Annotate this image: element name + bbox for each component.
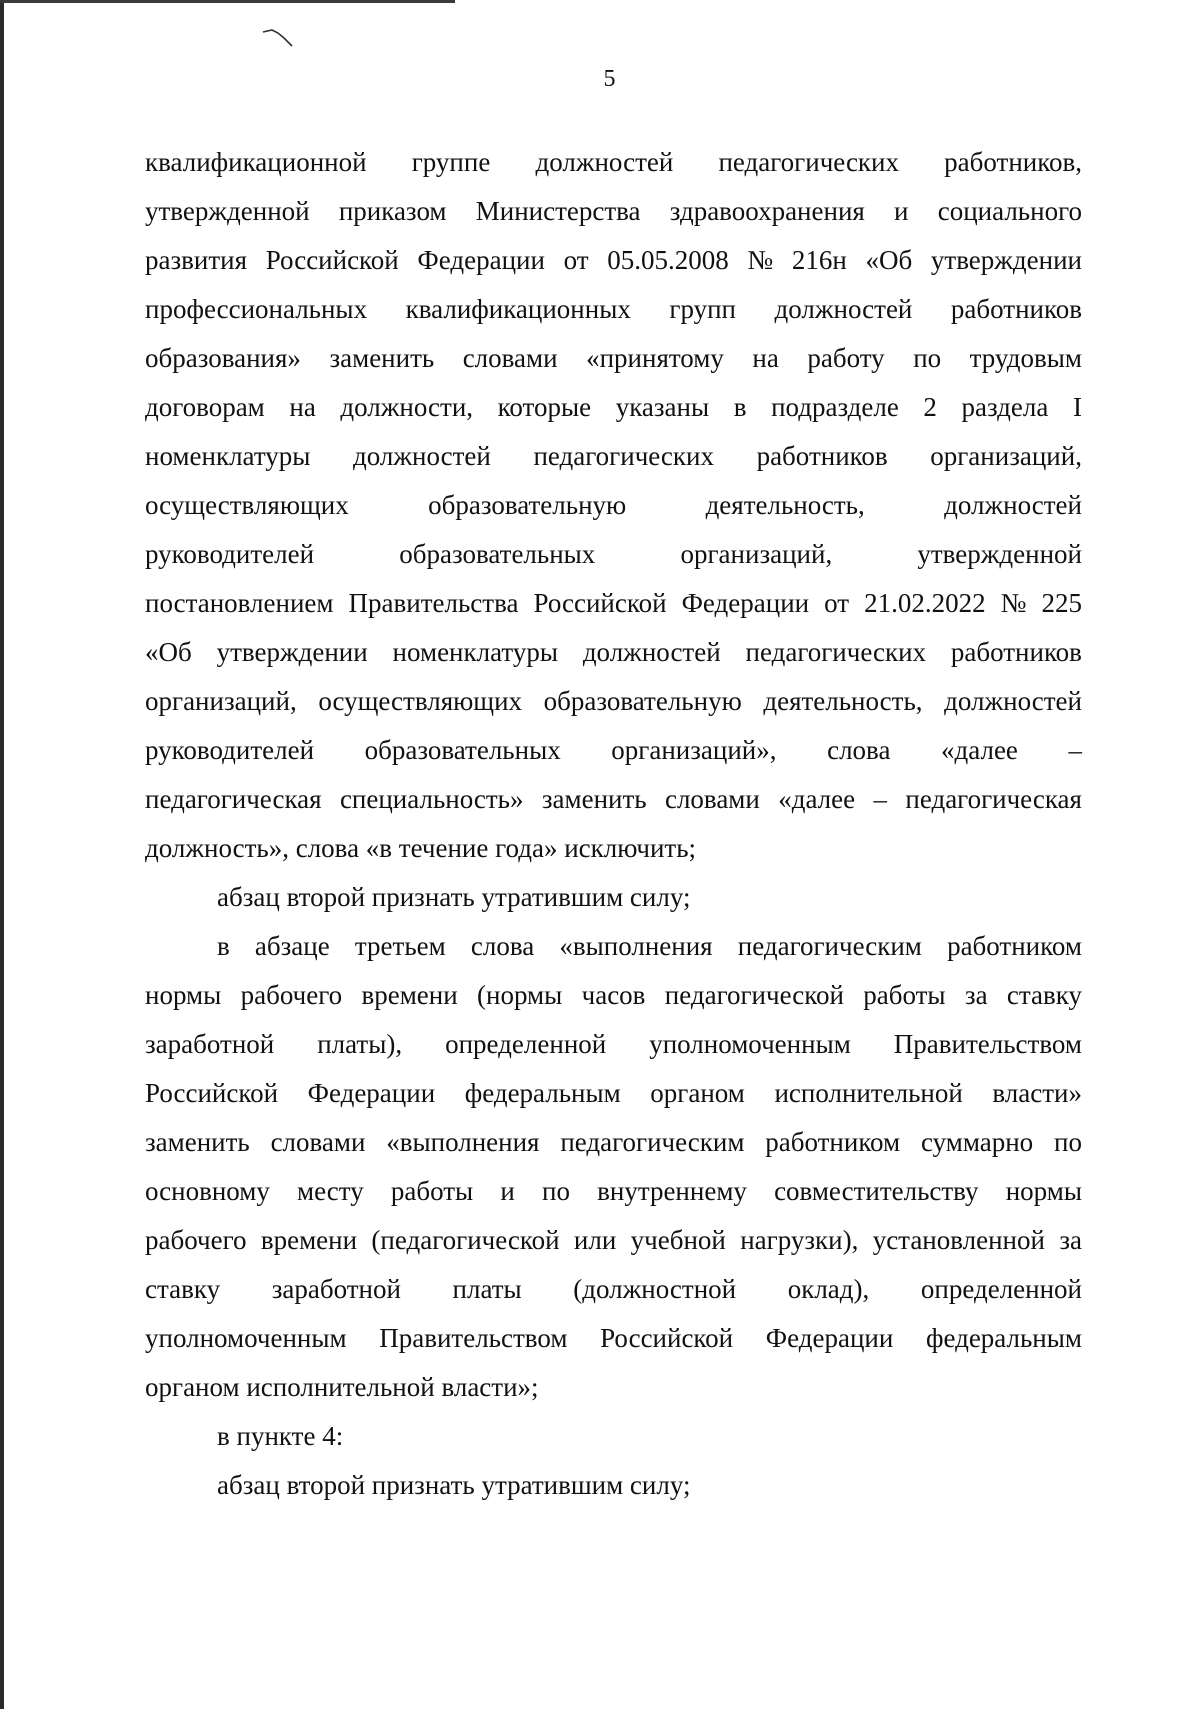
word: третьем — [354, 931, 446, 961]
word: педагогическая — [905, 784, 1082, 814]
word: заменить — [541, 784, 647, 814]
word: времени — [260, 1225, 358, 1255]
word: должности, — [340, 392, 474, 422]
word: по — [542, 1176, 570, 1206]
word: по — [913, 343, 942, 373]
text-line — [145, 775, 1082, 824]
word: «Об — [865, 245, 913, 275]
word: утверждении — [216, 637, 368, 667]
text-line: в пункте 4: — [217, 1421, 344, 1451]
word: трудовым — [969, 343, 1082, 373]
text-line — [145, 334, 1082, 383]
word: власти» — [992, 1078, 1082, 1108]
word: 216н — [791, 245, 847, 275]
word: Правительства — [348, 588, 519, 618]
word: социального — [937, 196, 1082, 226]
word: которые — [497, 392, 592, 422]
word: работником — [765, 1127, 901, 1157]
word: слова — [470, 931, 535, 961]
word: часов — [581, 980, 646, 1010]
text-line — [145, 1069, 1082, 1118]
word: педагогическая — [145, 784, 322, 814]
word: деятельность, — [763, 686, 923, 716]
word: профессиональных — [145, 294, 368, 324]
word: организаций, — [930, 441, 1082, 471]
word: 2 — [923, 392, 937, 422]
text-line — [145, 138, 1082, 187]
word: словами — [664, 784, 760, 814]
word: образования» — [145, 343, 301, 373]
text-line — [145, 383, 1082, 432]
word: нормы — [1005, 1176, 1082, 1206]
word: словами — [270, 1127, 366, 1157]
word: работу — [807, 343, 885, 373]
word: педагогических — [745, 637, 927, 667]
word: Российской — [533, 588, 667, 618]
word: суммарно — [920, 1127, 1034, 1157]
word: осуществляющих — [145, 490, 349, 520]
word: исполнительной — [774, 1078, 963, 1108]
word: должностей — [535, 147, 674, 177]
word: организаций», — [611, 735, 777, 765]
page-number: 5 — [603, 66, 616, 92]
text-line — [145, 530, 1082, 579]
text-line — [145, 1118, 1082, 1167]
word: «принятому — [586, 343, 724, 373]
word: должностей — [774, 294, 913, 324]
word: образовательную — [543, 686, 742, 716]
word: номенклатуры — [392, 637, 558, 667]
text-line — [145, 677, 1082, 726]
word: 225 — [1041, 588, 1082, 618]
word: должностей — [582, 637, 721, 667]
word: работников — [756, 441, 888, 471]
scan-edge-left — [0, 0, 4, 1709]
word: работников, — [944, 147, 1082, 177]
word: на — [752, 343, 779, 373]
word: нагрузки), — [740, 1225, 859, 1255]
word: месту — [297, 1176, 364, 1206]
word: заработной — [271, 1274, 401, 1304]
word: за — [1059, 1225, 1082, 1255]
word: и — [500, 1176, 515, 1206]
word: педагогических — [718, 147, 899, 177]
scan-edge-top — [0, 0, 455, 3]
word: указаны — [615, 392, 710, 422]
word: от — [824, 588, 850, 618]
word: 05.05.2008 — [607, 245, 729, 275]
text-line — [145, 285, 1082, 334]
word: определенной — [445, 1029, 607, 1059]
word: заработной — [145, 1029, 275, 1059]
word: Федерации — [307, 1078, 436, 1108]
word: – — [873, 784, 887, 814]
text-line — [145, 1020, 1082, 1069]
word: № — [747, 245, 774, 275]
word: раздела — [961, 392, 1049, 422]
word: времени — [361, 980, 458, 1010]
word: уполномоченным — [649, 1029, 851, 1059]
word: органом — [650, 1078, 745, 1108]
text-line: органом исполнительной власти»; — [145, 1372, 539, 1402]
word: работников — [950, 294, 1082, 324]
word: организаций, — [680, 539, 833, 569]
word: по — [1054, 1127, 1082, 1157]
word: (нормы — [477, 980, 563, 1010]
word: номенклатуры — [145, 441, 311, 471]
word: Российской — [145, 1078, 279, 1108]
word: рабочего — [240, 980, 343, 1010]
word: Министерства — [475, 196, 641, 226]
word: групп — [669, 294, 736, 324]
word: педагогической — [664, 980, 844, 1010]
word: рабочего — [145, 1225, 247, 1255]
word: или — [573, 1225, 617, 1255]
word: руководителей — [145, 735, 315, 765]
word: и — [894, 196, 909, 226]
text-line — [145, 628, 1082, 677]
word: здравоохранения — [669, 196, 865, 226]
word: установленной — [872, 1225, 1045, 1255]
word: (педагогической — [371, 1225, 560, 1255]
word: руководителей — [145, 539, 315, 569]
word: уполномоченным — [145, 1323, 347, 1353]
word: оклад), — [787, 1274, 870, 1304]
text-line: абзац второй признать утратившим силу; — [217, 882, 691, 912]
word: утвержденной — [917, 539, 1082, 569]
text-line — [145, 236, 1082, 285]
word: заменить — [329, 343, 435, 373]
word: федеральным — [464, 1078, 621, 1108]
word: федеральным — [925, 1323, 1082, 1353]
word: осуществляющих — [318, 686, 523, 716]
text-line — [145, 1216, 1082, 1265]
word: педагогическим — [737, 931, 922, 961]
word: договорам — [145, 392, 265, 422]
word: «далее — [778, 784, 856, 814]
word: подразделе — [771, 392, 899, 422]
text-line — [145, 1265, 1082, 1314]
word: квалификационных — [405, 294, 631, 324]
word: ставку — [145, 1274, 221, 1304]
word: должностей — [353, 441, 491, 471]
word: педагогических — [533, 441, 714, 471]
word: образовательных — [399, 539, 596, 569]
word: группе — [411, 147, 491, 177]
word: работником — [947, 931, 1082, 961]
text-line — [145, 187, 1082, 236]
word: – — [1068, 735, 1082, 765]
word: специальность» — [339, 784, 524, 814]
text-line — [145, 432, 1082, 481]
text-line — [145, 481, 1082, 530]
text-line — [145, 726, 1082, 775]
word: организаций, — [145, 686, 297, 716]
word: работы — [390, 1176, 474, 1206]
word: образовательных — [364, 735, 561, 765]
text-line — [145, 579, 1082, 628]
text-line: должность», слова «в течение года» исключить; — [145, 833, 697, 863]
word: 21.02.2022 — [864, 588, 986, 618]
word: деятельность, — [705, 490, 865, 520]
word: совместительству — [774, 1176, 979, 1206]
word: приказом — [338, 196, 447, 226]
word: «Об — [145, 637, 192, 667]
word: в — [733, 392, 747, 422]
word: в — [217, 931, 230, 961]
word: заменить — [145, 1127, 250, 1157]
word: платы), — [317, 1029, 403, 1059]
word: работников — [950, 637, 1082, 667]
word: № — [1000, 588, 1027, 618]
word: утверждении — [930, 245, 1082, 275]
text-line — [145, 971, 1082, 1020]
word: «выполнения — [386, 1127, 540, 1157]
word: развития — [145, 245, 248, 275]
word: Федерации — [681, 588, 810, 618]
word: от — [563, 245, 589, 275]
word: Российской — [600, 1323, 734, 1353]
word: I — [1072, 392, 1082, 422]
word: «выполнения — [559, 931, 713, 961]
word: Правительством — [379, 1323, 568, 1353]
word: Российской — [265, 245, 399, 275]
word: постановлением — [145, 588, 334, 618]
word: образовательную — [428, 490, 627, 520]
scan-mark — [262, 26, 296, 48]
word: (должностной — [573, 1274, 737, 1304]
text-line — [145, 1314, 1082, 1363]
word: «далее — [941, 735, 1018, 765]
text-line — [145, 1167, 1082, 1216]
word: Федерации — [765, 1323, 894, 1353]
word: должностей — [944, 686, 1082, 716]
word: основному — [145, 1176, 270, 1206]
word: ставку — [1006, 980, 1082, 1010]
word: на — [289, 392, 316, 422]
word: Федерации — [417, 245, 545, 275]
word: слова — [827, 735, 891, 765]
text-line: абзац второй признать утратившим силу; — [217, 1470, 691, 1500]
text-line — [145, 922, 1082, 971]
word: за — [964, 980, 988, 1010]
word: определенной — [920, 1274, 1082, 1304]
word: должностей — [944, 490, 1082, 520]
document-body — [145, 138, 1082, 1510]
word: платы — [452, 1274, 522, 1304]
word: квалификационной — [145, 147, 367, 177]
word: утвержденной — [145, 196, 310, 226]
word: работы — [863, 980, 946, 1010]
word: педагогическим — [560, 1127, 745, 1157]
word: нормы — [145, 980, 222, 1010]
word: Правительством — [893, 1029, 1082, 1059]
word: учебной — [630, 1225, 726, 1255]
word: словами — [462, 343, 558, 373]
word: внутреннему — [597, 1176, 747, 1206]
word: абзаце — [254, 931, 330, 961]
